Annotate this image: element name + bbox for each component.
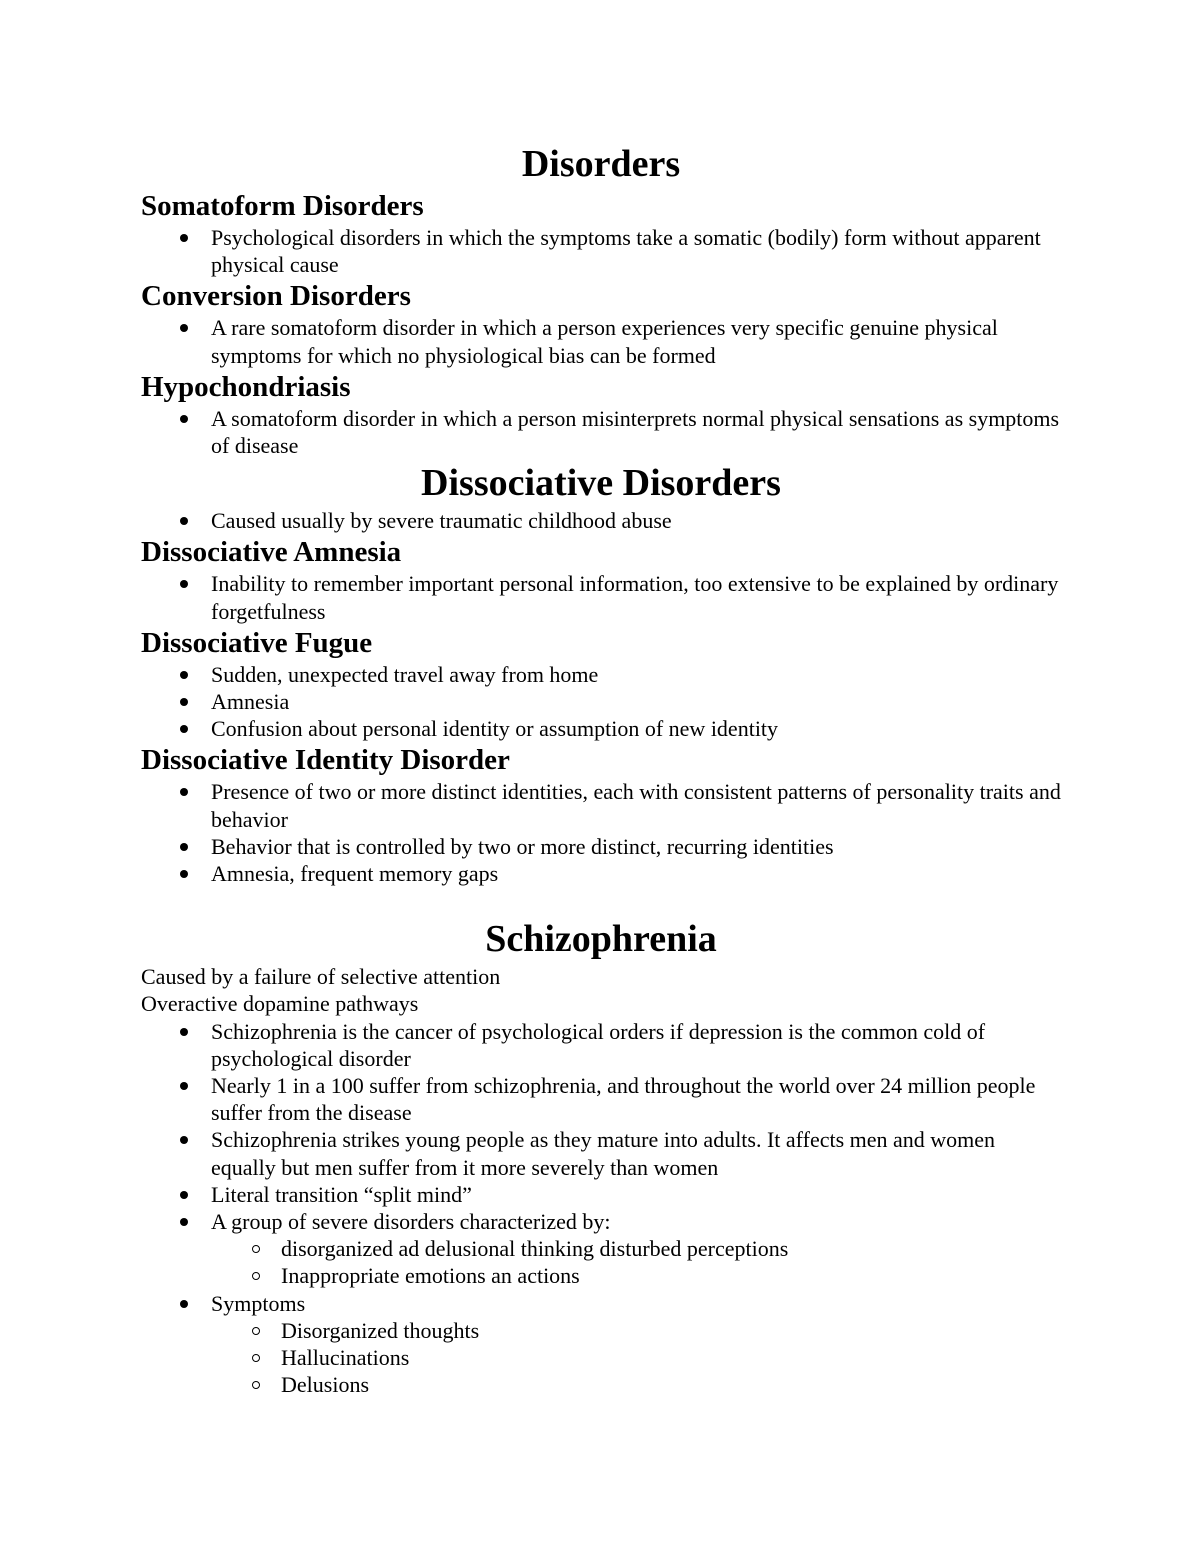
sub-list-item: Inappropriate emotions an actions [281,1262,1061,1289]
dissociative-list [141,507,1061,534]
section-heading-fugue: Dissociative Fugue [141,626,373,659]
list-item: Caused usually by severe traumatic childhood abuse [211,507,1061,534]
sub-list-item: Hallucinations [281,1344,1061,1371]
section-heading-amnesia: Dissociative Amnesia [141,536,402,569]
document-page [141,140,1061,1399]
did-list [141,778,1061,887]
section-title-dissociative: Dissociative Disorders [421,462,781,505]
conversion-list [141,314,1061,368]
list-item: Presence of two or more distinct identities, each with consistent patterns of personality traits and behavior [211,779,1061,832]
list-item-text: A group of severe disorders characterized by: [211,1209,611,1235]
list-item-text: Symptoms [211,1290,306,1316]
section-heading-conversion: Conversion Disorders [141,280,411,313]
list-item-symptoms [211,1290,1061,1399]
list-item: Schizophrenia strikes young people as they mature into adults. It affects men and women equally but men suffer from it more severely than women [211,1126,1061,1180]
sub-list-item: disorganized ad delusional thinking disturbed perceptions [281,1235,1061,1262]
list-item: Amnesia, frequent memory gaps [211,860,1061,887]
list-item: Nearly 1 in a 100 suffer from schizophrenia, and throughout the world over 24 million people suffer from the disease [211,1072,1061,1126]
list-item: Schizophrenia is the cancer of psychological orders if depression is the common cold of psychological disorder [211,1018,1061,1072]
list-item: A rare somatoform disorder in which a person experiences very specific genuine physical symptoms for which no physiological bias can be formed [211,314,1061,368]
somatoform-list [141,224,1061,278]
sub-list-item: Disorganized thoughts [281,1317,1061,1344]
section-heading-somatoform: Somatoform Disorders [141,190,424,222]
list-item: Sudden, unexpected travel away from home [211,661,1061,688]
document-title: Disorders [521,143,681,185]
sub-list-item: Delusions [281,1371,1061,1398]
amnesia-list [141,570,1061,624]
section-heading-hypochondriasis: Hypochondriasis [141,370,351,403]
list-item-group [211,1208,1061,1290]
list-item: Behavior that is controlled by two or more distinct, recurring identities [211,833,1061,860]
list-item: A somatoform disorder in which a person misinterprets normal physical sensations as symptoms of disease [211,405,1060,459]
list-item: Inability to remember important personal information, too extensive to be explained by ordinary forgetfulness [211,570,1061,624]
hypochondriasis-list [141,405,1061,459]
section-title-schizophrenia: Schizophrenia [485,918,717,961]
list-item: Literal transition “split mind” [211,1181,1061,1208]
list-item: Amnesia [211,688,1061,715]
schizophrenia-line: Overactive dopamine pathways [141,991,419,1017]
schizophrenia-line: Caused by a failure of selective attention [141,964,501,990]
list-item: Psychological disorders in which the symptoms take a somatic (bodily) form without apparent physical cause [211,224,1061,278]
section-heading-did: Dissociative Identity Disorder [141,744,510,777]
schizophrenia-list [141,1018,1061,1399]
group-sublist [211,1235,1061,1289]
list-item: Confusion about personal identity or assumption of new identity [211,715,1061,742]
fugue-list [141,661,1061,743]
symptoms-sublist [211,1317,1061,1399]
